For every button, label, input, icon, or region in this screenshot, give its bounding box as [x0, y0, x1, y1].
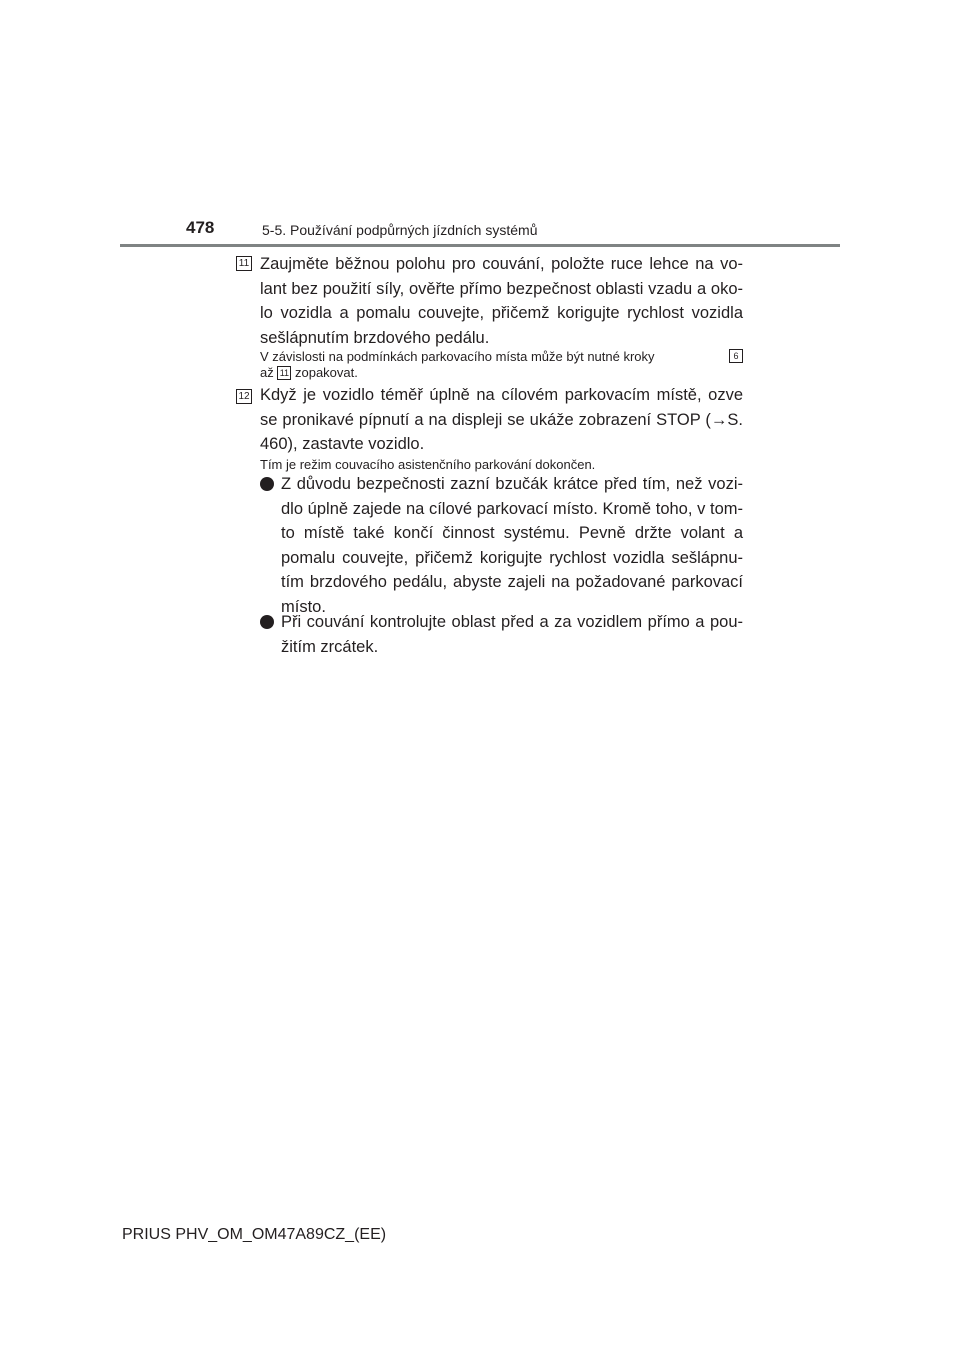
step-number-11: 11	[236, 256, 252, 271]
step-12-text: Když je vozidlo téměř úplně na cílovém parkovacím místě, ozve se pronikavé pípnutí a na displeji se ukáže zobrazení STOP (→S. 460), zastavte vozidlo.	[260, 386, 743, 453]
bullet-item-2	[260, 610, 743, 659]
bullet-text-2: Při couvání kontrolujte oblast před a za vozidlem přímo a pou-žitím zrcátek.	[281, 613, 743, 656]
step-number-12: 12	[236, 389, 252, 404]
section-title: 5-5. Používání podpůrných jízdních systémů	[262, 222, 538, 238]
step-11-note	[260, 349, 743, 381]
bullet-dot-icon	[260, 615, 274, 629]
note-line-1-text: V závislosti na podmínkách parkovacího místa může být nutné kroky	[260, 349, 655, 364]
document-code: PRIUS PHV_OM_OM47A89CZ_(EE)	[122, 1226, 387, 1243]
step-reference-6: 6	[729, 349, 743, 363]
note-line-2	[260, 365, 743, 381]
bullet-item-1	[260, 472, 743, 619]
page-number: 478	[186, 218, 215, 237]
note-line-2-suffix: zopakovat.	[294, 365, 358, 380]
step-11-text: Zaujměte běžnou polohu pro couvání, položte ruce lehce na vo-lant bez použití síly, ověřte přímo bezpečnost oblasti vzadu a oko-lo vozidla a pomalu couvejte, přičemž korigujte rychlost vozidla sešlápnutím brzdového pedálu.	[260, 255, 743, 347]
bullet-text-1: Z důvodu bezpečnosti zazní bzučák krátce před tím, než vozi-dlo úplně zajede na cílové parkovací místo. Kromě toho, v tom-to místě také končí činnost systému. Pevně držte volant a pomalu couvejte, přičemž korigujte rychlost vozidla sešlápnu-tím brzdového pedálu, abyste zajeli na požadované parkovací místo.	[281, 475, 743, 616]
header-divider	[120, 244, 840, 247]
note-line-1	[260, 349, 743, 365]
bullet-dot-icon	[260, 477, 274, 491]
note-line-2-prefix: až	[260, 365, 274, 380]
step-reference-11: 11	[277, 366, 291, 380]
step-12-note: Tím je režim couvacího asistenčního parkování dokončen.	[260, 457, 596, 472]
